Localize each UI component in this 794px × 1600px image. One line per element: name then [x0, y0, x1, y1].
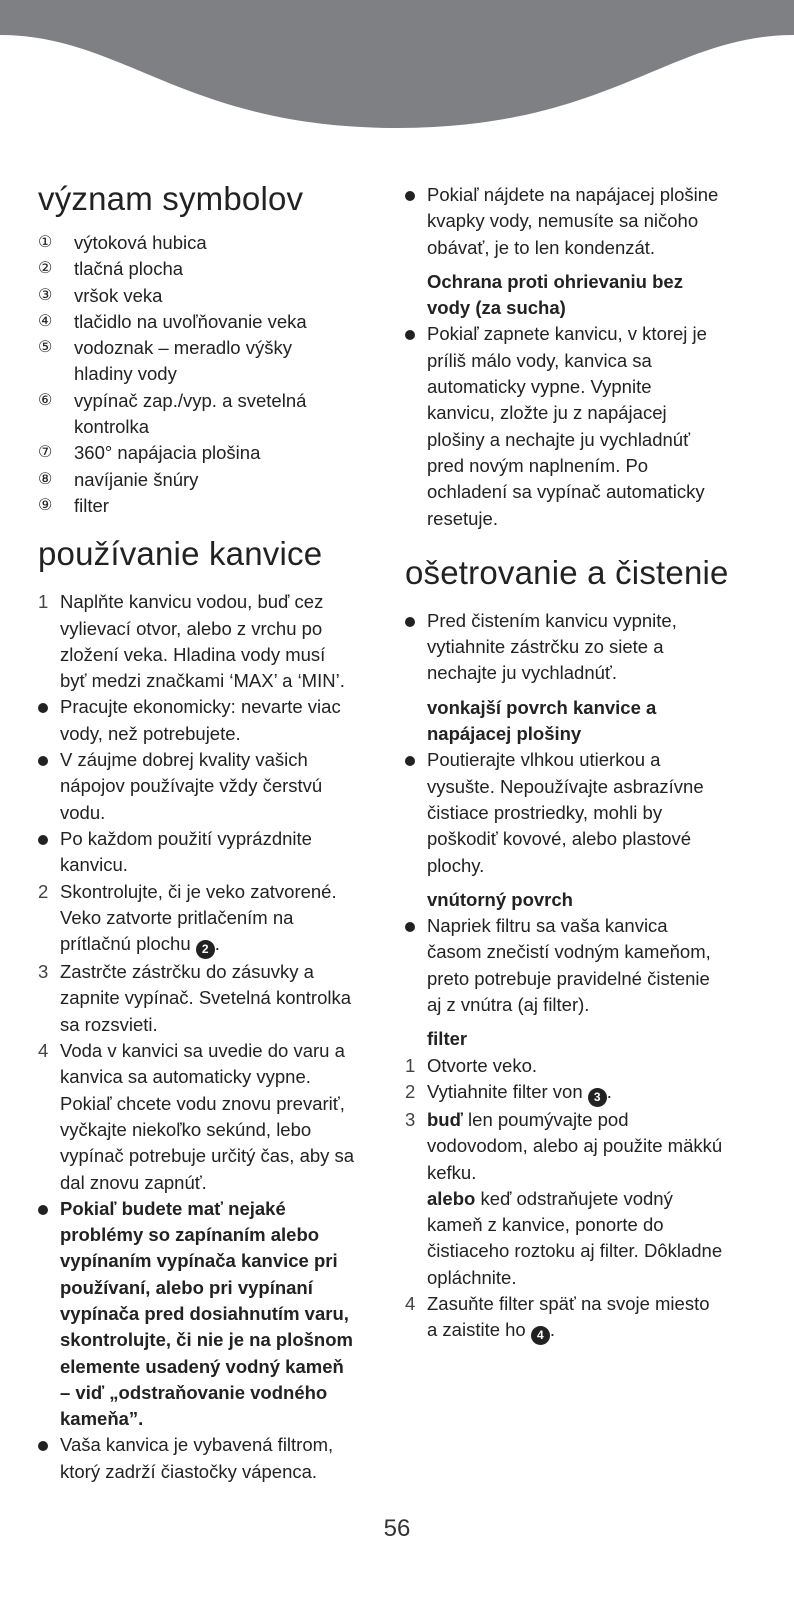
- text-line: príliš málo vody, kanvica sa: [427, 349, 652, 371]
- text-line: časom znečistí vodným kameňom,: [427, 941, 711, 963]
- text-line: čistiace prostriedky, mohli by: [427, 801, 663, 823]
- text-line: ochladení sa vypínač automaticky: [427, 481, 705, 503]
- text-line: Pracujte ekonomicky: nevarte viac: [60, 696, 341, 718]
- usage-item: [38, 959, 383, 1038]
- text-line: kanvica sa automaticky vypne.: [60, 1066, 311, 1088]
- usage-title: používanie kanvice: [38, 535, 323, 573]
- usage-item: [38, 694, 383, 747]
- text-line: sa rozsvieti.: [60, 1013, 158, 1035]
- text-line: kontrolka: [74, 416, 150, 438]
- text-line: kanvicu, zložte ju z napájacej: [427, 402, 667, 424]
- text-line: Po každom použití vyprázdnite: [60, 827, 312, 849]
- symbol-item: [38, 440, 383, 466]
- text-line: Napriek filtru sa vaša kanvica: [427, 915, 668, 937]
- text-line: vršok veka: [74, 284, 163, 306]
- bullet-icon: [405, 330, 415, 340]
- symbol-number: ④: [38, 312, 53, 330]
- bullet-icon: [405, 617, 415, 627]
- text-line: Voda v kanvici sa uvedie do varu a: [60, 1040, 345, 1062]
- text-line: aj z vnútra (aj filter).: [427, 994, 590, 1016]
- usage-item: 2 Skontrolujte, či je veko zatvorené. Veko zatvorte pritlačením na prítlačnú plochu 2 .: [38, 879, 383, 960]
- text-line: filter: [74, 494, 109, 516]
- outer-surface-title: [405, 695, 775, 748]
- bullet-icon: [38, 703, 48, 713]
- text-line: napájacej plošiny: [427, 723, 582, 745]
- text-line: poškodiť kovové, alebo plastové: [427, 828, 692, 850]
- usage-item: [38, 1432, 383, 1485]
- text-line: vysušte. Nepoužívajte asbrazívne: [427, 775, 704, 797]
- text-line: problémy so zapínaním alebo: [60, 1224, 320, 1246]
- text-line: vonkajší povrch kanvice a: [427, 696, 657, 718]
- dry-protection-text: [427, 321, 775, 531]
- text-line: Pokiaľ budete mať nejaké: [60, 1197, 286, 1219]
- text-line: plošiny a nechajte ju vychladnúť: [427, 428, 691, 450]
- symbol-number: ①: [38, 234, 53, 251]
- symbol-number: ⑥: [38, 391, 53, 409]
- filter-step-1: 1 Otvorte veko.: [405, 1054, 538, 1076]
- text-line: vody, než potrebujete.: [60, 722, 241, 744]
- text-line: V záujme dobrej kvality vašich: [60, 749, 308, 771]
- bullet-icon: [38, 756, 48, 766]
- text-line: vypínač potrebuje určitý čas, aby sa: [60, 1145, 355, 1167]
- list-item: [405, 182, 775, 261]
- text-line: kvapky vody, nemusíte sa ničoho: [427, 210, 699, 232]
- text-line: vypínač zap./vyp. a svetelná: [74, 389, 307, 411]
- text-line: Skontrolujte, či je veko zatvorené.: [60, 880, 337, 902]
- symbol-item: [38, 467, 383, 493]
- text-line: používaní, alebo pri vypínaní: [60, 1276, 313, 1298]
- text-line: Vaša kanvica je vybavená filtrom,: [60, 1434, 334, 1456]
- symbol-item: [38, 335, 383, 388]
- text-line: kameň z kanvice, ponorte do: [427, 1214, 664, 1236]
- text-line: 360° napájacia plošina: [74, 442, 261, 464]
- text-line: nechajte ju vychladnúť.: [427, 662, 618, 684]
- text-line: vypínaním vypínača kanvice pri: [60, 1250, 338, 1272]
- list-item: [405, 321, 775, 531]
- symbols-list: [38, 230, 383, 519]
- symbol-number: ⑦: [38, 444, 53, 462]
- text-line: výtoková hubica: [74, 232, 207, 253]
- intro-text: [427, 182, 775, 261]
- symbol-item: [38, 388, 383, 441]
- text-line: opláchnite.: [427, 1266, 517, 1288]
- filter-step-4: 4 Zasuňte filter späť na svoje miesto a zaistite ho 4 .: [405, 1291, 775, 1345]
- text-line: kanvicu.: [60, 854, 128, 876]
- text-line: kameňa”.: [60, 1408, 144, 1430]
- bullet-icon: [38, 1441, 48, 1451]
- left-column: [38, 180, 383, 1485]
- symbol-item: [38, 256, 383, 282]
- text-line: automaticky vypne. Vypnite: [427, 376, 652, 398]
- text-line: vyčkajte niekoľko sekúnd, lebo: [60, 1118, 312, 1140]
- text-line: hladiny vody: [74, 363, 177, 385]
- text-line: Zastrčte zástrčku do zásuvky a: [60, 961, 314, 983]
- text-line: plochy.: [427, 854, 485, 876]
- text-line: elemente usadený vodný kameň: [60, 1355, 344, 1377]
- text-line: navíjanie šnúry: [74, 468, 199, 490]
- usage-item: [38, 747, 383, 826]
- usage-item: [38, 589, 383, 694]
- symbol-item: [38, 230, 383, 256]
- bullet-icon: [405, 922, 415, 932]
- list-item: [405, 608, 775, 687]
- right-column: [405, 180, 775, 1345]
- bullet-icon: [405, 191, 415, 201]
- step-number: 1: [38, 591, 49, 613]
- text-line: Pokiaľ chcete vodu znovu prevariť,: [60, 1092, 345, 1114]
- symbol-number: ②: [38, 260, 53, 278]
- symbol-number: ⑨: [38, 496, 53, 514]
- bullet-icon: [38, 835, 48, 845]
- symbol-number: ③: [38, 286, 53, 304]
- list-item: [405, 747, 775, 878]
- usage-item: [38, 826, 383, 879]
- list-item: [405, 913, 775, 1018]
- filter-title: filter: [427, 1028, 468, 1050]
- text-line: byť medzi značkami ‘MAX’ a ‘MIN’.: [60, 670, 345, 692]
- inner-surface-title: vnútorný povrch: [427, 888, 573, 910]
- text-line: zložení veka. Hladina vody musí: [60, 643, 326, 665]
- bullet-icon: [405, 756, 415, 766]
- text-line: nápojov používajte vždy čerstvú: [60, 775, 323, 797]
- outer-surface-text: [427, 747, 775, 878]
- symbol-item: [38, 493, 383, 519]
- text-line: vypínača pred dosiahnutím varu,: [60, 1302, 349, 1324]
- text-line: Pokiaľ nájdete na napájacej plošine: [427, 184, 719, 205]
- symbol-item: [38, 283, 383, 309]
- symbol-item: [38, 309, 383, 335]
- text-line: ktorý zadrží čiastočky vápenca.: [60, 1460, 318, 1482]
- usage-item: [38, 1196, 383, 1433]
- dry-protection-title: [405, 269, 775, 322]
- text-line: Veko zatvorte pritlačením na: [60, 906, 294, 928]
- step-number: 4: [38, 1040, 49, 1062]
- usage-item: [38, 1038, 383, 1196]
- text-line: resetuje.: [427, 507, 498, 529]
- text-line: tlačná plocha: [74, 258, 184, 280]
- filter-step-2: 2 Vytiahnite filter von 3 .: [405, 1079, 775, 1107]
- step-number: 3: [38, 961, 49, 983]
- text-line: preto potrebuje pravidelné čistenie: [427, 967, 710, 989]
- step-number: 2: [38, 880, 49, 902]
- text-line: – viď „odstraňovanie vodného: [60, 1381, 328, 1403]
- text-line: Pred čistením kanvicu vypnite,: [427, 609, 677, 631]
- care-text: [427, 608, 775, 687]
- symbol-number: ⑤: [38, 339, 53, 357]
- symbols-title: význam symbolov: [38, 180, 304, 217]
- text-line: Poutierajte vlhkou utierkou a: [427, 749, 661, 771]
- text-line: skontrolujte, či nie je na plošnom: [60, 1329, 353, 1351]
- text-line: tlačidlo na uvoľňovanie veka: [74, 310, 307, 332]
- text-line: vylievací otvor, alebo z vrchu po: [60, 617, 323, 639]
- page-number: 56: [383, 1515, 411, 1542]
- part-4-icon: 4: [531, 1326, 550, 1345]
- header-banner: [0, 0, 794, 140]
- usage-list: [38, 589, 383, 1485]
- text-line: Ochrana proti ohrievaniu bez: [427, 270, 683, 292]
- part-2-icon: 2: [196, 940, 215, 959]
- text-line: pred novým naplnením. Po: [427, 454, 649, 476]
- bullet-icon: [38, 1205, 48, 1215]
- part-3-icon: 3: [588, 1088, 607, 1107]
- text-line: vodovodom, alebo aj použite mäkkú: [427, 1135, 723, 1157]
- text-line: vytiahnite zástrčku zo siete a: [427, 636, 664, 658]
- text-line: obávať, je to len kondenzát.: [427, 236, 656, 258]
- text-line: čistiaceho roztoku aj filter. Dôkladne: [427, 1240, 723, 1262]
- inner-surface-text: [427, 913, 775, 1018]
- text-line: Pokiaľ zapnete kanvicu, v ktorej je: [427, 323, 707, 345]
- text-line: zapnite vypínač. Svetelná kontrolka: [60, 987, 352, 1009]
- symbol-number: ⑧: [38, 470, 53, 488]
- text-line: dal znovu zapnúť.: [60, 1171, 207, 1193]
- filter-step-3: 3 buď len poumývajte pod vodovodom, alebo aj použite mäkkú kefku. alebo keď odstraňujete vodný kameň z kanvice, ponorte do čistiaceho roztoku aj filter. Dôkladne opláchnite.: [405, 1108, 723, 1288]
- text-line: vodu.: [60, 801, 106, 823]
- text-line: Naplňte kanvicu vodou, buď cez: [60, 591, 324, 613]
- text-line: vody (za sucha): [427, 297, 566, 319]
- text-line: kefku.: [427, 1161, 477, 1183]
- text-line: vodoznak – meradlo výšky: [74, 337, 292, 359]
- care-title: ošetrovanie a čistenie: [405, 553, 729, 591]
